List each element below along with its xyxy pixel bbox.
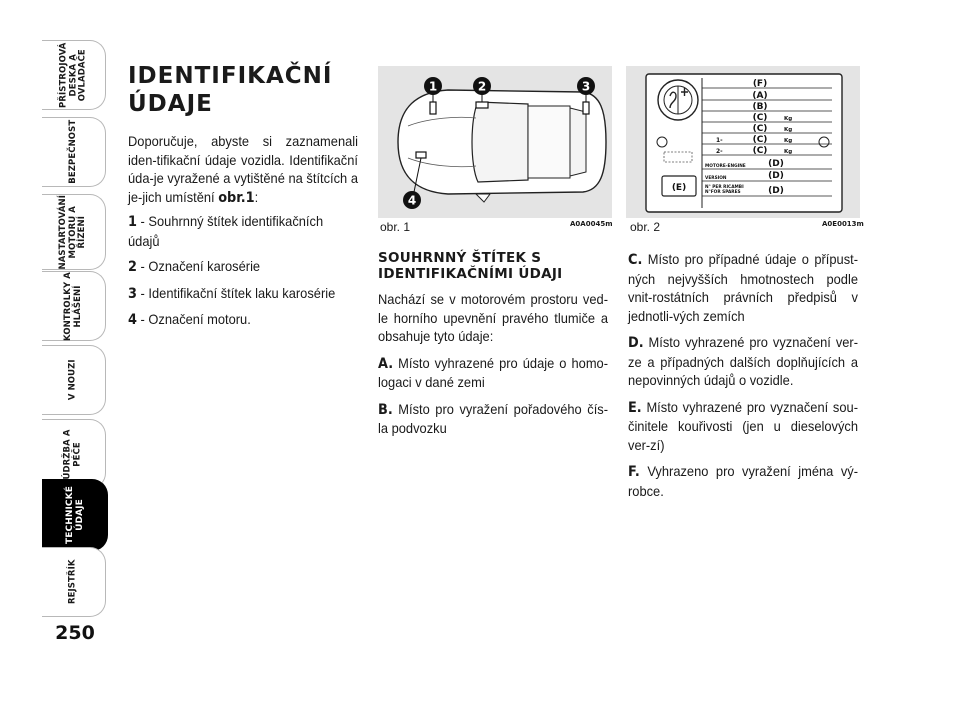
tab-label: V NOUZI [67,359,78,401]
alfa-romeo-logo-icon [658,80,698,120]
svg-text:VERSION: VERSION [705,176,727,181]
list-item [128,257,358,277]
list-item [128,212,358,250]
tab-bezpecnost[interactable] [42,117,106,187]
figure2-caption: obr. 2 [630,220,661,234]
intro-paragraph [128,132,358,207]
tab-label: TECHNICKÉ ÚDAJE [64,486,85,544]
tab-label: ÚDRŽBA A PÉČE [63,428,83,480]
tab-label: REJSTŘÍK [67,559,78,605]
item-key: E. [628,399,642,416]
heading-line-1: SOUHRNNÝ ŠTÍTEK S [378,250,542,266]
list-item [128,310,358,330]
marker-2 [473,77,491,95]
item-text: - Označení motoru. [140,311,251,327]
figure-ref: obr.1 [218,189,255,206]
item-text: - Identifikační štítek laku karosérie [140,284,336,301]
tab-kontrolky[interactable] [42,271,106,341]
marker-3 [577,77,595,95]
paragraph: Nachází se v motorovém prostoru ved-le horního upevnění pravého tlumiče a obsahuje tyto údaje: [378,291,608,344]
svg-text:(C): (C) [752,113,768,123]
svg-text:Kg: Kg [784,149,793,155]
heading-line-2: IDENTIFIKAČNÍMI ÚDAJI [378,266,563,282]
column-identification [128,62,360,337]
svg-text:Kg: Kg [784,138,793,144]
item-text: Místo pro vyražení pořadového čís-la podvozku [378,400,609,436]
svg-text:1: 1 [428,79,438,94]
item-key: D. [628,335,644,351]
item-text: Místo vyhrazené pro vyznačení sou-činitele kouřivosti (jen u dieselových ver-zí) [628,398,858,453]
car-topview-illustration [378,66,612,218]
plate-spares-label-2: N°FOR SPARES [705,190,741,195]
svg-text:(F): (F) [752,79,768,89]
figure1-caption: obr. 1 [380,220,411,234]
id-plate-illustration [626,66,860,218]
item-text: Místo vyhrazené pro údaje o homo-logaci v dané zemi [378,354,608,390]
list-item [128,284,358,304]
title-line-1: IDENTIFIKAČNÍ [128,63,333,89]
tab-label: PŘÍSTROJOVÁ DESKA A OVLADAČE [58,42,88,108]
plate-e-label: (E) [671,183,687,193]
item-text: Místo vyhrazené pro vyznačení ver-ze a případných dalších doplňujících a nepovinných údajů o vozidle. [628,334,858,388]
svg-text:(C): (C) [752,124,768,134]
figure2-code: A0E0013m [822,220,864,228]
svg-text:(C): (C) [752,146,768,156]
item-number: 3 [128,285,137,302]
svg-text:(D): (D) [768,186,784,196]
svg-text:Kg: Kg [784,116,793,122]
item-number: 2 [128,259,137,275]
paragraph [628,462,858,500]
item-text: Místo pro případné údaje o přípust-ných nejvyšších hmotnostech podle vnit-rostátních právních předpisů v jednotli-vých zemích [628,251,859,324]
marker-1 [424,77,442,95]
intro-text: Doporučuje, abyste si zaznamenali iden-tifikační údaje vozidla. Identifikační úda-je vyražené a vytištěné na štítcích a je-jich umístění [128,133,358,205]
page-title [128,62,360,118]
item-text: - Označení karosérie [140,258,261,274]
tab-label: KONTROLKY A HLÁŠENÍ [63,271,83,341]
svg-text:(D): (D) [768,159,784,169]
intro-end: : [254,188,259,205]
tab-nastartovani[interactable] [42,194,106,270]
paragraph [628,333,858,390]
item-number: 1 [128,214,137,230]
item-key: A. [378,355,394,372]
tab-label: BEZPEČNOST [67,120,78,184]
figure1-code: A0A0045m [570,220,613,228]
paragraph [378,354,608,392]
svg-text:(D): (D) [768,171,784,181]
item-key: C. [628,252,643,268]
column-plate-fields [628,250,862,508]
svg-text:(B): (B) [752,102,768,112]
paragraph [628,250,858,325]
paragraph [378,400,608,438]
svg-text:2: 2 [477,79,487,94]
svg-text:(A): (A) [752,91,768,101]
page-number: 250 [55,622,95,644]
item-number: 4 [128,312,137,328]
tab-technicke-udaje[interactable] [42,479,108,551]
section-heading [378,250,612,282]
svg-text:2-: 2- [716,148,723,155]
svg-text:4: 4 [407,193,417,208]
column-summary-plate [378,250,612,446]
svg-text:(C): (C) [752,135,768,145]
figure-car-topview [378,66,612,218]
svg-text:MOTORE-ENGINE: MOTORE-ENGINE [705,164,746,169]
svg-text:Kg: Kg [784,127,793,133]
tab-rejstrik[interactable] [42,547,106,617]
tab-label: NASTARTOVÁNÍ MOTORU A ŘÍZENÍ [58,194,88,270]
tab-v-nouzi[interactable] [42,345,106,415]
paragraph [628,398,858,455]
item-text: - Souhrnný štítek identifikačních údajů [128,213,324,249]
plate-spares-label: N° PER RICAMBI [705,185,744,190]
title-line-2: ÚDAJE [128,91,213,117]
figure-id-plate [626,66,860,218]
svg-text:1-: 1- [716,137,723,144]
svg-text:3: 3 [581,79,591,94]
chapter-sidebar [0,0,112,709]
tab-pristrojova-deska[interactable] [42,40,106,110]
marker-4 [403,191,421,209]
item-key: B. [378,401,393,418]
item-key: F. [628,464,640,480]
item-text: Vyhrazeno pro vyražení jména vý-robce. [628,463,858,499]
